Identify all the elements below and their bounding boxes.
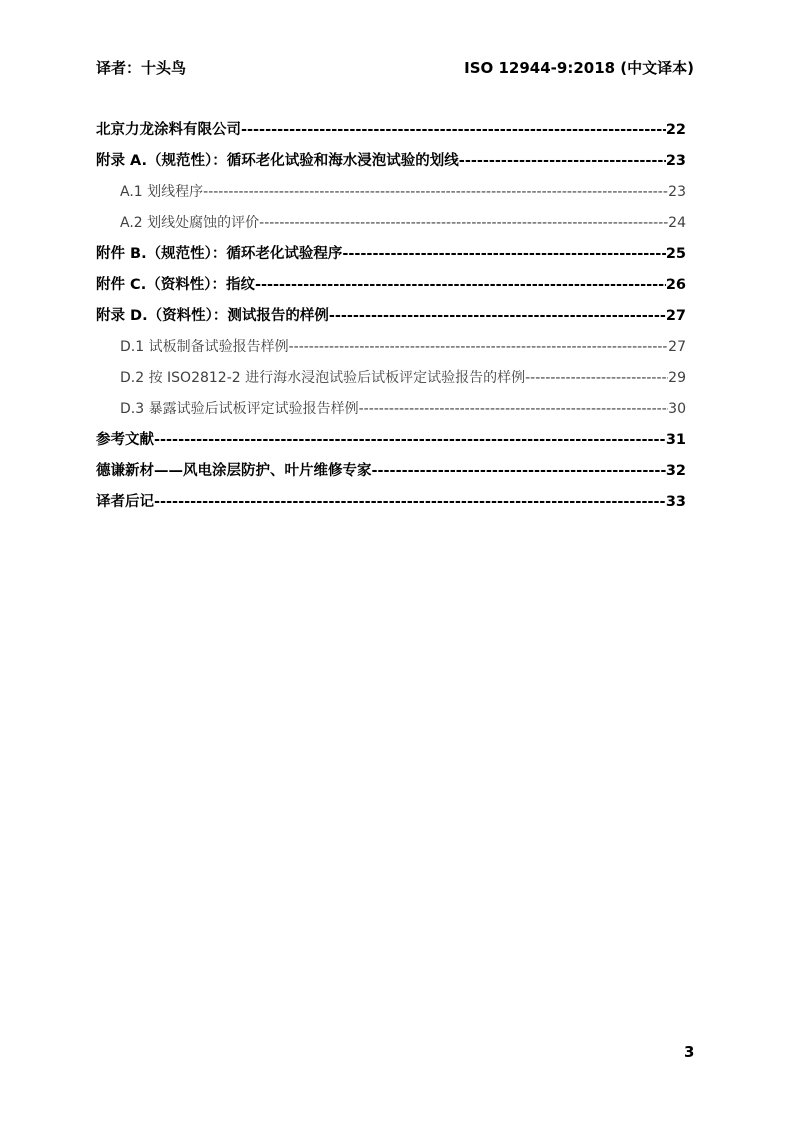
- toc-leader: [459, 149, 666, 173]
- toc-entry-title: 译者后记: [96, 494, 154, 510]
- toc-leader: [241, 118, 666, 142]
- toc-entry-page: 22: [665, 122, 686, 138]
- toc-leader: [154, 428, 666, 452]
- toc-entry[interactable]: [96, 428, 686, 459]
- toc-leader: [342, 242, 665, 266]
- toc-subentry[interactable]: [96, 397, 686, 428]
- toc-leader: [203, 180, 668, 204]
- page-number: 3: [684, 1043, 695, 1061]
- toc-leader: [372, 459, 666, 483]
- toc-entry-page: 31: [665, 432, 686, 448]
- toc-subentry[interactable]: [96, 335, 686, 366]
- toc-entry[interactable]: [96, 149, 686, 180]
- toc-entry-page: 27: [665, 308, 686, 324]
- toc-entry[interactable]: [96, 490, 686, 521]
- table-of-contents: [96, 118, 686, 521]
- toc-leader: [255, 273, 666, 297]
- toc-entry-title: A.2 划线处腐蚀的评价: [120, 215, 260, 231]
- toc-subentry[interactable]: [96, 211, 686, 242]
- toc-subentry[interactable]: [96, 180, 686, 211]
- toc-entry-page: 33: [665, 494, 686, 510]
- toc-entry-title: 附录 D.（资料性）：测试报告的样例: [96, 308, 329, 324]
- toc-leader: [289, 335, 669, 359]
- toc-entry[interactable]: [96, 242, 686, 273]
- toc-entry[interactable]: [96, 304, 686, 335]
- toc-entry-page: 30: [668, 401, 686, 417]
- toc-entry-page: 25: [665, 246, 686, 262]
- toc-entry-title: 附录 A.（规范性）：循环老化试验和海水浸泡试验的划线: [96, 153, 459, 169]
- toc-leader: [259, 211, 668, 235]
- toc-leader: [154, 490, 666, 514]
- toc-entry-title: 北京力龙涂料有限公司: [96, 122, 241, 138]
- document-id: ISO 12944-9:2018 (中文译本): [464, 59, 694, 77]
- toc-subentry[interactable]: [96, 366, 686, 397]
- toc-entry-title: A.1 划线程序: [120, 184, 204, 200]
- toc-entry-title: 参考文献: [96, 432, 154, 448]
- toc-leader: [329, 304, 666, 328]
- page-header: [96, 57, 694, 79]
- toc-entry-page: 27: [668, 339, 686, 355]
- toc-entry-title: 附件 C.（资料性）：指纹: [96, 277, 255, 293]
- toc-entry-page: 23: [665, 153, 686, 169]
- translator-label: 译者：十头鸟: [96, 59, 187, 77]
- toc-entry-title: 德谦新材——风电涂层防护、叶片维修专家: [96, 463, 372, 479]
- toc-entry[interactable]: [96, 459, 686, 490]
- toc-entry-page: 26: [665, 277, 686, 293]
- toc-entry-title: D.3 暴露试验后试板评定试验报告样例: [120, 401, 359, 417]
- toc-entry-page: 29: [668, 370, 686, 386]
- toc-entry-page: 24: [668, 215, 686, 231]
- toc-leader: [525, 366, 668, 390]
- toc-entry-title: 附件 B.（规范性）：循环老化试验程序: [96, 246, 343, 262]
- toc-entry-title: D.2 按 ISO2812-2 进行海水浸泡试验后试板评定试验报告的样例: [120, 370, 526, 386]
- toc-entry-page: 32: [665, 463, 686, 479]
- toc-leader: [359, 397, 669, 421]
- toc-entry-title: D.1 试板制备试验报告样例: [120, 339, 289, 355]
- toc-entry-page: 23: [668, 184, 686, 200]
- toc-entry[interactable]: [96, 118, 686, 149]
- toc-entry[interactable]: [96, 273, 686, 304]
